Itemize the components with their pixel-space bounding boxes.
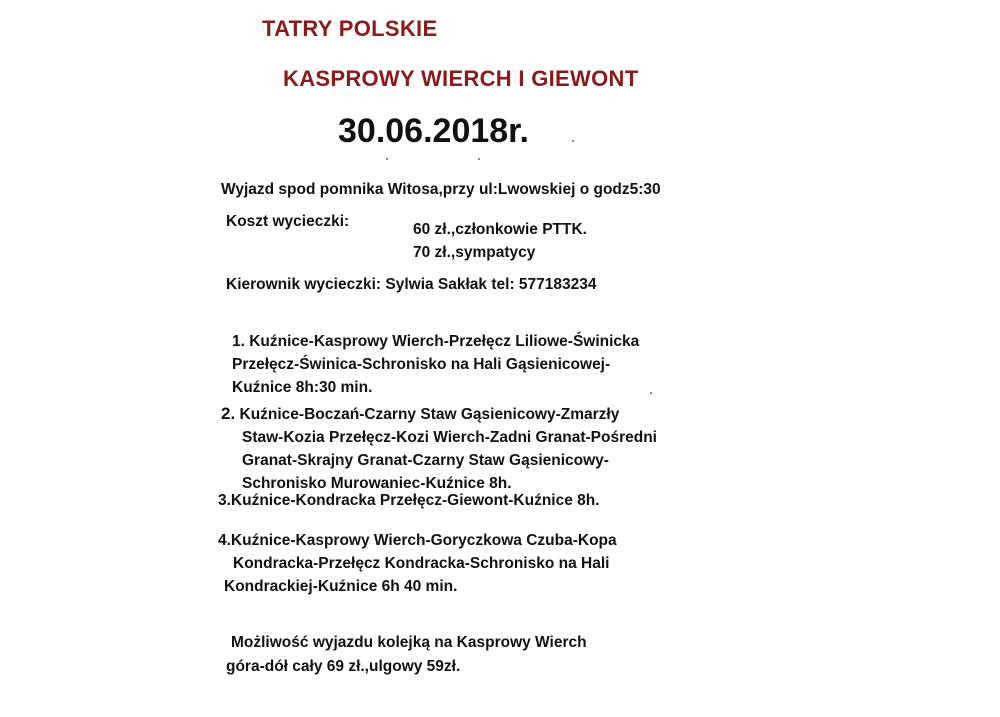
route-line: 4.Kuźnice-Kasprowy Wierch-Goryczkowa Czuba-Kopa bbox=[218, 532, 617, 549]
route-line: Przełęcz-Świnica-Schronisko na Hali Gąsienicowej- bbox=[232, 356, 611, 373]
route-line: Staw-Kozia Przełęcz-Kozi Wierch-Zadni Granat-Pośredni bbox=[242, 429, 657, 446]
speck bbox=[386, 158, 388, 160]
route-line: Kuźnice 8h:30 min. bbox=[232, 379, 373, 396]
route-line: 1. Kuźnice-Kasprowy Wierch-Przełęcz Liliowe-Świnicka bbox=[232, 333, 640, 350]
cost-members: 60 zł.,członkowie PTTK. bbox=[413, 221, 587, 238]
departure-info: Wyjazd spod pomnika Witosa,przy ul:Lwowskiej o godz5:30 bbox=[221, 181, 661, 198]
cable-car-price: góra-dół cały 69 zł.,ulgowy 59zł. bbox=[226, 658, 461, 675]
speck bbox=[650, 392, 652, 394]
title-tatry-polskie: TATRY POLSKIE bbox=[262, 16, 438, 41]
speck bbox=[478, 158, 480, 160]
cost-sympathizers: 70 zł.,sympatycy bbox=[413, 244, 536, 261]
route-line-text: Kuźnice-Boczań-Czarny Staw Gąsienicowy-Zmarzły bbox=[235, 406, 620, 423]
route-line bbox=[221, 402, 619, 426]
route-number: 2. bbox=[221, 404, 236, 423]
route-line: Schronisko Murowaniec-Kuźnice 8h. bbox=[242, 475, 512, 492]
route-line: 3.Kuźnice-Kondracka Przełęcz-Giewont-Kuźnice 8h. bbox=[218, 492, 600, 509]
cost-label: Koszt wycieczki: bbox=[226, 213, 350, 230]
title-kasprowy-giewont: KASPROWY WIERCH I GIEWONT bbox=[283, 66, 639, 91]
route-line: Kondrackiej-Kuźnice 6h 40 min. bbox=[224, 578, 458, 595]
trip-leader: Kierownik wycieczki: Sylwia Sakłak tel: 577183234 bbox=[226, 276, 597, 293]
speck bbox=[572, 140, 574, 142]
route-line: Kondracka-Przełęcz Kondracka-Schronisko na Hali bbox=[233, 555, 610, 572]
trip-date: 30.06.2018r. bbox=[338, 112, 529, 150]
route-line: Granat-Skrajny Granat-Czarny Staw Gąsienicowy- bbox=[242, 452, 609, 469]
cable-car-line: Możliwość wyjazdu kolejką na Kasprowy Wierch bbox=[231, 634, 587, 651]
